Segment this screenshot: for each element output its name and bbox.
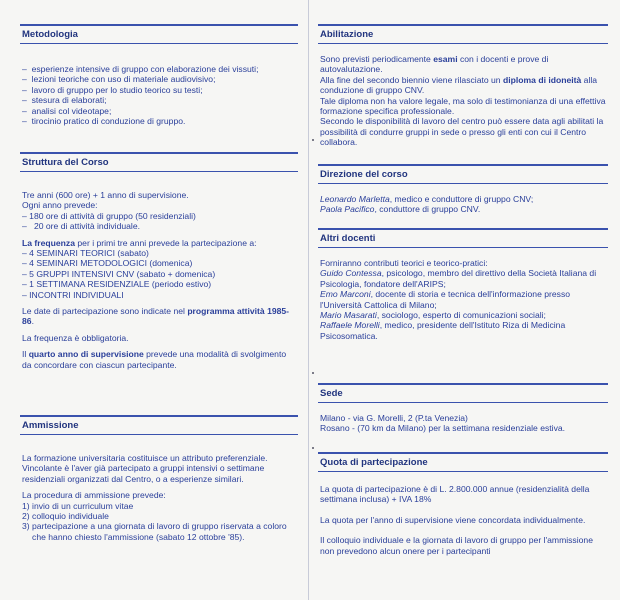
docente: Mario Masarati, sociologo, esperto di comunicazioni sociali; (320, 310, 546, 321)
section-title: Direzione del corso (318, 164, 608, 184)
list-item: 3) partecipazione a una giornata di lavoro di gruppo riservata a coloro che hanno chiesto l'ammissione (sabato 12 ottobre '85). (22, 521, 287, 542)
list-item: – tirocinio pratico di conduzione di gruppo. (22, 116, 186, 127)
section-title: Quota di partecipazione (318, 452, 608, 472)
section-sede (318, 383, 608, 434)
metodologia-list (20, 44, 298, 126)
section-quota (318, 452, 608, 556)
list-item: 1) invio di un curriculum vitae (22, 500, 134, 511)
section-docenti (318, 228, 608, 341)
date-text: Le date di partecipazione sono indicate nel programma attività 1985-86. (22, 306, 290, 327)
section-title: Abilitazione (318, 24, 608, 44)
list-item: 2) colloquio individuale (22, 511, 109, 522)
list-item: – 20 ore di attività individuale. (22, 221, 141, 232)
fold-mark (312, 372, 314, 374)
sede-body: Milano - via G. Morelli, 2 (P.ta Venezia) Rosano - (70 km da Milano) per la settimana residenziale estiva. (320, 413, 566, 434)
list-item: – stesura di elaborati; (22, 95, 107, 106)
section-title: Altri docenti (318, 228, 608, 248)
frequenza-text: La frequenza per i primi tre anni prevede la partecipazione a: (22, 237, 257, 248)
list-item: – 5 GRUPPI INTENSIVI CNV (sabato + domenica) (22, 268, 216, 279)
list-item: – lavoro di gruppo per lo studio teorico su testi; (22, 84, 203, 95)
section-title: Metodologia (20, 24, 298, 44)
list-item: – INCONTRI INDIVIDUALI (22, 289, 124, 300)
list-item: – lezioni teoriche con uso di materiale audiovisivo; (22, 74, 216, 85)
section-metodologia (20, 24, 298, 126)
section-ammissione (20, 415, 298, 542)
list-item: – analisi col videotape; (22, 105, 112, 116)
list-item: – 1 SETTIMANA RESIDENZIALE (periodo estivo) (22, 279, 212, 290)
section-direzione (318, 164, 608, 215)
list-item: – esperienze intensive di gruppo con elaborazione dei vissuti; (22, 64, 259, 74)
docente: Guido Contessa, psicologo, membro del direttivo della Società Italiana di Psicologia, fondatore dell'ARIPS; (320, 268, 597, 289)
ammissione-body: La formazione universitaria costituisce un attributo preferenziale. Vincolante è l'aver già partecipato a gruppi intensivi o settimane residenziali organizzati dal Centro, o a esperienze similari. La procedura di ammissione prevede: 1) invio di un curriculum vitae 2) colloquio individuale 3) partecipazione a una giornata di lavoro di gruppo riservata a coloro che hanno chiesto l'ammissione (sabato 12 ottobre '85). (20, 435, 298, 542)
fold-mark (312, 139, 314, 141)
list-item: – 180 ore di attività di gruppo (50 residenziali) (22, 210, 196, 221)
list-item: – 4 SEMINARI TEORICI (sabato) (22, 248, 149, 259)
right-column (318, 0, 608, 600)
list-item: – 4 SEMINARI METODOLOGICI (domenica) (22, 258, 193, 269)
left-column (20, 0, 298, 600)
quota-body: La quota di partecipazione è di L. 2.800.000 annue (residenzialità della settimana inclusa) + IVA 18% La quota per l'anno di supervisione viene concordata individualmente. Il colloquio individuale e la giornata di lavoro di gruppo per l'ammissione non prevedono alcun onere per i partecipanti (320, 484, 593, 556)
abilitazione-body: Sono previsti periodicamente esami con i docenti e prove di autovalutazione. Alla fine del secondo biennio viene rilasciato un diploma di idoneità alla conduzione di gruppo CNV. Tale diploma non ha valore legale, ma solo di testimonianza di una effettiva formazione specifica professionale. Secondo le disponibilità di lavoro del centro può essere data agli abilitati la possibilità di condurre gruppi in sede o presso gli enti con cui il Centro collabora. (320, 54, 606, 148)
struttura-body: Tre anni (600 ore) + 1 anno di supervisione. Ogni anno prevede: – 180 ore di attività di gruppo (50 residenziali) – 20 ore di attività individuale. La frequenza per i primi tre anni prevede la partecipazione a: – 4 SEMINARI TEORICI (sabato) – 4 SEMINARI METODOLOGICI (domenica) – 5 GRUPPI INTENSIVI CNV (sabato + domenica) – 1 SETTIMANA RESIDENZIALE (periodo estivo) – INCONTRI INDIVIDUALI Le date di partecipazione sono indicate nel programma attività 1985-86. La frequenza è obbligatoria. Il quarto anno di supervisione prevede una modalità di svolgimento da concordare con ciascun partecipante. (20, 172, 298, 370)
section-title: Struttura del Corso (20, 152, 298, 172)
docente: Raffaele Morelli, medico, presidente dell'Istituto Riza di Medicina Psicosomatica. (320, 320, 566, 341)
section-title: Ammissione (20, 415, 298, 435)
docenti-body: Forniranno contributi teorici e teorico-pratici: Guido Contessa, psicologo, membro del direttivo della Società Italiana di Psicologia, fondatore dell'ARIPS; Emo Marconi, docente di storia e tecnica dell'informazione presso l'Università Cattolica di Milano; Mario Masarati, sociologo, esperto di comunicazioni sociali; Raffaele Morelli, medico, presidente dell'Istituto Riza di Medicina Psicosomatica. (318, 248, 608, 341)
quarto-anno-text: Il quarto anno di supervisione prevede una modalità di svolgimento da concordare con ciascun partecipante. (22, 349, 287, 370)
fold-mark (312, 447, 314, 449)
direzione-body: Leonardo Marletta, medico e conduttore di gruppo CNV; Paola Pacifico, conduttore di gruppo CNV. (320, 194, 534, 215)
section-struttura (20, 152, 298, 370)
docente: Emo Marconi, docente di storia e tecnica dell'informazione presso l'Università Cattolica di Milano; (320, 289, 571, 310)
section-title: Sede (318, 383, 608, 403)
section-abilitazione (318, 24, 608, 148)
